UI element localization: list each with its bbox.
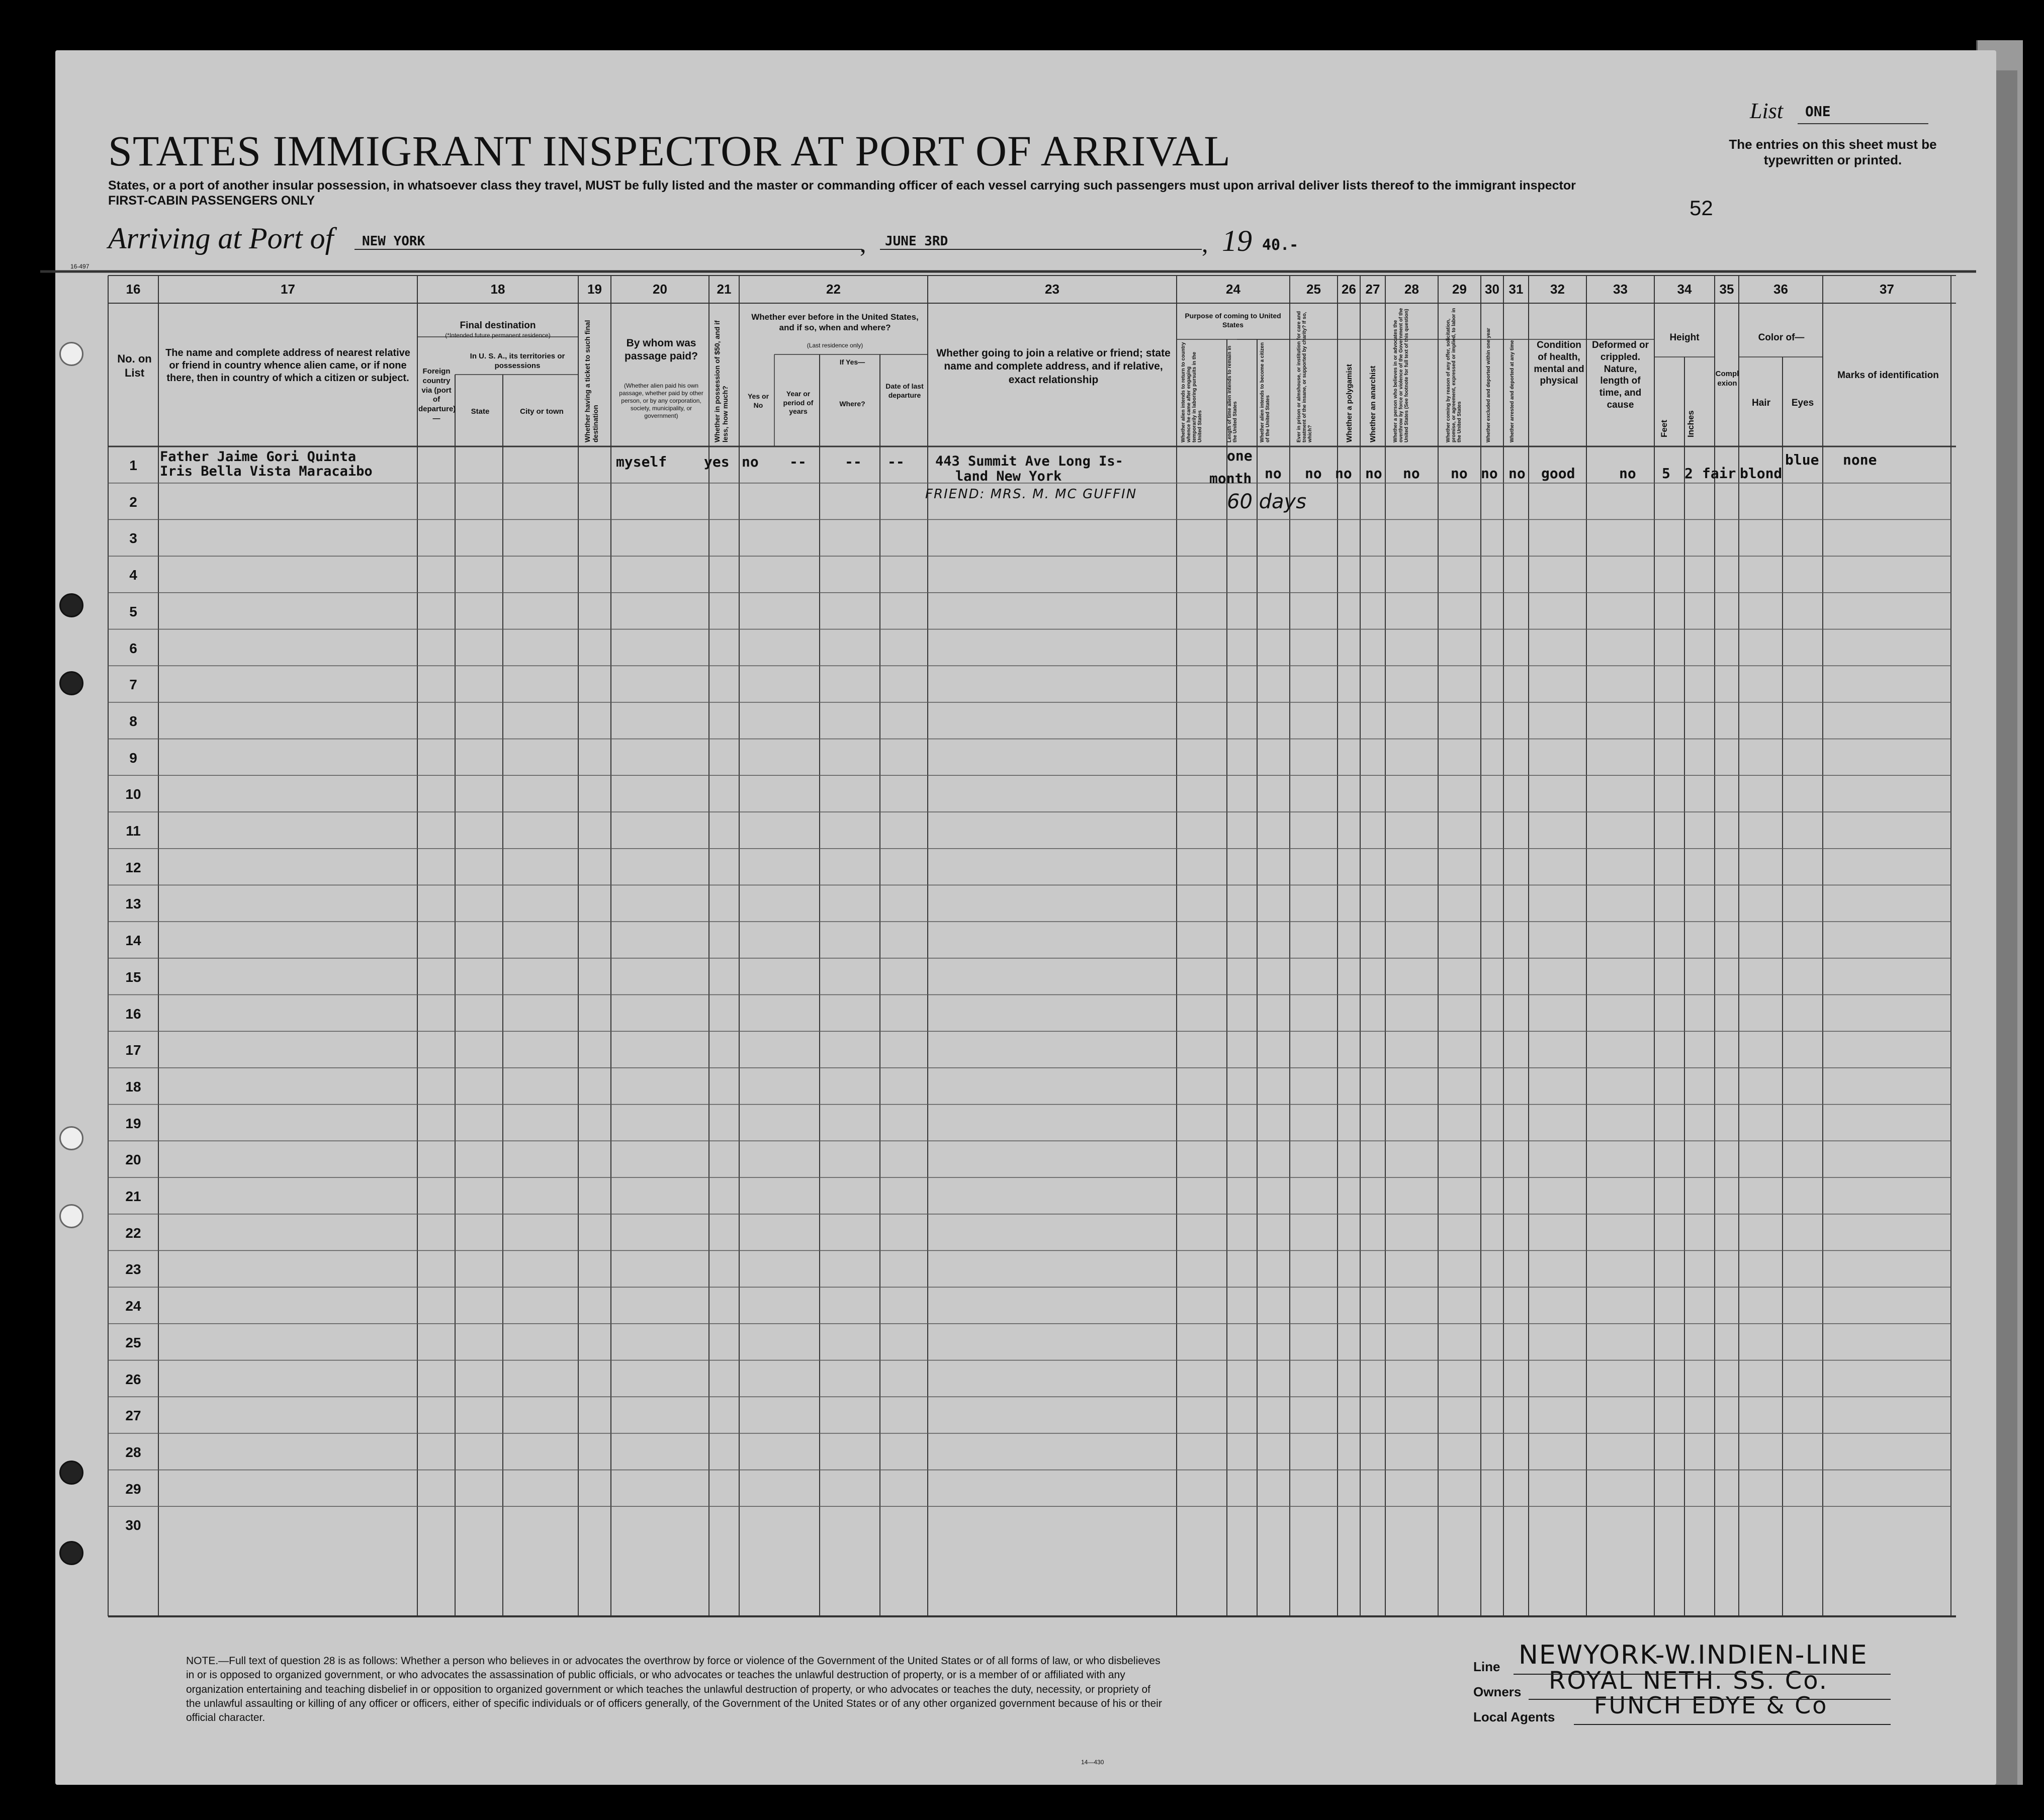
header-passage-paid: By whom was passage paid? xyxy=(625,337,698,362)
column-number: 18 xyxy=(490,282,505,297)
header-departure: Date of last departure xyxy=(885,382,924,399)
column-number: 36 xyxy=(1773,282,1788,297)
row-number: 19 xyxy=(125,1115,141,1131)
header-eyes: Eyes xyxy=(1791,398,1814,408)
entry-health: good xyxy=(1541,465,1575,482)
year-prefix: 19 xyxy=(1222,224,1252,257)
header-offer-labor: Whether coming by reason of any offer, solicitation, promise, or agreement, expressed or implied, to labor in the United States xyxy=(1446,308,1462,442)
comma: , xyxy=(1202,229,1208,257)
column-number: 27 xyxy=(1365,282,1380,297)
instruction-text: States, or a port of another insular possession, in whatsoever class they travel, MUST be fully listed and the master or commanding officer of each vessel carrying such passengers must upon arrival deliver lists thereof to the immigrant inspector xyxy=(108,178,1576,193)
entry-join-line1: 443 Summit Ave Long Is- xyxy=(935,453,1123,469)
row-number: 2 xyxy=(129,494,137,510)
entry-passage-paid: myself xyxy=(616,453,667,470)
column-number: 23 xyxy=(1045,282,1059,297)
row-number: 26 xyxy=(125,1371,141,1387)
entry-citizen: no xyxy=(1265,465,1282,482)
header-city: City or town xyxy=(520,407,564,416)
entry-inches: 2 xyxy=(1684,465,1693,482)
column-number: 20 xyxy=(653,282,667,297)
entry-excluded: no xyxy=(1481,465,1498,482)
row-number: 11 xyxy=(126,823,141,839)
row-number: 17 xyxy=(125,1042,141,1058)
header-before-us: Whether ever before in the United States, and if so, when and where? xyxy=(751,312,919,333)
header-purpose: Purpose of coming to United States xyxy=(1185,312,1281,329)
year-suffix: 40.- xyxy=(1262,236,1299,254)
list-label: List xyxy=(1750,99,1784,123)
header-excluded: Whether excluded and deported within one year xyxy=(1486,328,1491,442)
header-become-citizen: Whether alien intends to become a citizen of the United States xyxy=(1260,342,1271,442)
entry-relative-line2: Iris Bella Vista Maracaibo xyxy=(160,464,373,479)
header-ticket: Whether having a ticket to such final destination xyxy=(583,320,599,442)
entry-anarchist: no xyxy=(1365,465,1382,482)
column-number: 22 xyxy=(826,282,841,297)
entry-departure: -- xyxy=(887,453,905,470)
header-fifty-dollars: Whether in possession of $50, and if less, how much? xyxy=(713,320,729,442)
header-complexion: Complexion xyxy=(1715,370,1739,388)
footnote-question-28: NOTE.—Full text of question 28 is as follows: Whether a person who believes in or advocates the overthrow by force or violence of the Government of the United States or of all forms of law, or who disbelieves in or is opposed to organized government, or who advocates the assassination of public officials, or who advocates or teaches the unlawful destruction of property, or is a member of or affiliated with any organization entertaining and teaching disbelief in or opposition to organized government or which teaches the unlawful destruction of property, or who advocates or teaches the duty, necessity, or propriety of the unlawful assaulting or killing of any officer or officers, either of specific individuals or of officers generally, of the Government of the United States or of any other organized government because of his or their official character. xyxy=(186,1655,1162,1724)
header-inches: Inches xyxy=(1686,410,1696,437)
entry-offer-labor: no xyxy=(1451,465,1468,482)
port-value: NEW YORK xyxy=(362,234,425,249)
row-number: 7 xyxy=(129,677,137,693)
header-color: Color of— xyxy=(1758,332,1805,343)
row-number: 8 xyxy=(129,713,137,729)
owners-label: Owners xyxy=(1473,1684,1522,1699)
first-cabin-note: FIRST-CABIN PASSENGERS ONLY xyxy=(108,194,315,208)
header-polygamist: Whether a polygamist xyxy=(1345,364,1354,442)
column-number: 34 xyxy=(1677,282,1692,297)
date-value: JUNE 3RD xyxy=(885,234,948,249)
entry-where: -- xyxy=(845,453,862,470)
header-deformed: Deformed or crippled. Nature, length of time, and cause xyxy=(1592,340,1649,410)
entry-relative-line1: Father Jaime Gori Quinta xyxy=(160,449,357,465)
entry-deformed: no xyxy=(1619,465,1636,482)
form-number: 14—430 xyxy=(1081,1759,1104,1766)
header-if-yes: If Yes— xyxy=(839,358,865,366)
row-number: 27 xyxy=(125,1408,141,1424)
row-number: 13 xyxy=(125,896,141,912)
header-prison: Ever in prison or almshouse, or institution for care and treatment of the insane, or supported by charity? If so, which? xyxy=(1296,311,1313,442)
row-number: 25 xyxy=(125,1334,141,1350)
row-number: 18 xyxy=(125,1078,141,1095)
header-health: Condition of health, mental and physical xyxy=(1534,340,1584,387)
entry-overthrow: no xyxy=(1403,465,1420,482)
row-number: 1 xyxy=(129,458,137,473)
entry-prison: no xyxy=(1305,465,1322,482)
column-number: 32 xyxy=(1550,282,1565,297)
row-number: 30 xyxy=(125,1517,141,1533)
owners-value: ROYAL NETH. SS. Co. xyxy=(1549,1667,1829,1695)
row-number: 29 xyxy=(125,1481,141,1497)
header-no-on-list: No. on List xyxy=(117,352,152,379)
entry-length-line1: one xyxy=(1227,447,1253,464)
header-foreign-country: Foreign country via (port of departure)— xyxy=(418,367,456,423)
column-number: 17 xyxy=(281,282,295,297)
page-number: 52 xyxy=(1690,196,1713,220)
row-number: 28 xyxy=(125,1444,141,1460)
row-number: 21 xyxy=(125,1189,141,1204)
entry-length-handwritten: 60 days xyxy=(1227,490,1307,513)
header-where: Where? xyxy=(839,400,865,408)
comma: , xyxy=(860,229,866,257)
row-number: 10 xyxy=(125,786,141,802)
column-number: 37 xyxy=(1880,282,1894,297)
column-number: 19 xyxy=(587,282,602,297)
column-number: 30 xyxy=(1485,282,1499,297)
agents-value: FUNCH EDYE & Co xyxy=(1594,1692,1828,1719)
row-number: 14 xyxy=(125,933,141,949)
row-number: 9 xyxy=(129,750,137,766)
header-nearest-relative: The name and complete address of nearest relative or friend in country whence alien came, or if none there, then in country of which a citizen or subject. xyxy=(165,347,410,384)
column-number: 24 xyxy=(1226,282,1240,297)
header-yes-no: Yes or No xyxy=(747,392,769,409)
line-label: Line xyxy=(1473,1659,1500,1674)
header-feet: Feet xyxy=(1659,420,1669,437)
entry-eyes: blue xyxy=(1785,451,1819,468)
entry-join-line2: land New York xyxy=(955,469,1062,484)
column-number: 16 xyxy=(126,282,141,297)
entry-hair: blond xyxy=(1740,465,1783,482)
row-number: 16 xyxy=(125,1006,141,1022)
column-number: 33 xyxy=(1613,282,1628,297)
column-number: 28 xyxy=(1404,282,1419,297)
header-anarchist: Whether an anarchist xyxy=(1369,366,1377,442)
header-before-us-sub: (Last residence only) xyxy=(807,342,863,349)
entry-polygamist: no xyxy=(1335,465,1352,482)
column-number: 29 xyxy=(1452,282,1467,297)
header-height: Height xyxy=(1669,332,1700,343)
row-number: 6 xyxy=(129,640,137,656)
header-usa: In U. S. A., its territories or possessions xyxy=(470,352,565,370)
page-title: STATES IMMIGRANT INSPECTOR AT PORT OF ARRIVAL xyxy=(108,127,1231,175)
agents-label: Local Agents xyxy=(1473,1709,1555,1724)
header-length-of-time: Length of time alien intends to remain in the United States xyxy=(1227,345,1238,442)
entries-note: The entries on this sheet must be typewritten or printed. xyxy=(1729,137,1937,167)
header-overthrow: Whether a person who believes in or advocates the overthrow by force or violence of the Government of the United States (See footnote for full text of this question) xyxy=(1393,308,1409,442)
header-join-relative: Whether going to join a relative or friend; state name and complete address, and if relative, exact relationship xyxy=(936,347,1171,386)
row-number: 22 xyxy=(125,1225,141,1241)
header-passage-paid-sub: (Whether alien paid his own passage, whether paid by other person, or by any corporation, society, municipality, or government) xyxy=(619,382,703,419)
header-marks: Marks of identification xyxy=(1837,370,1939,381)
row-number: 20 xyxy=(125,1152,141,1168)
header-intends-return: Whether alien intends to return to country whence he came after engaging temporarily in laboring pursuits in the United States xyxy=(1181,342,1203,442)
entry-arrested: no xyxy=(1508,465,1526,482)
header-final-destination: Final destination xyxy=(460,320,536,331)
header-state: State xyxy=(471,407,490,416)
entry-length-line2: month xyxy=(1209,470,1252,487)
header-year: Year or period of years xyxy=(783,390,814,415)
entry-join-handwritten: FRIEND: MRS. M. MC GUFFIN xyxy=(925,487,1137,502)
row-number: 24 xyxy=(125,1298,141,1314)
header-final-destination-sub: (*Intended future permanent residence) xyxy=(445,332,551,339)
row-number: 5 xyxy=(129,603,137,619)
row-number: 4 xyxy=(129,567,137,583)
form-code: 16-497 xyxy=(70,263,90,270)
row-number: 23 xyxy=(125,1261,141,1278)
column-number: 26 xyxy=(1342,282,1356,297)
row-number: 12 xyxy=(125,859,141,875)
entry-before-us: no xyxy=(742,453,759,470)
entry-complexion: fair xyxy=(1702,465,1736,482)
line-value: NEWYORK-W.INDIEN-LINE xyxy=(1519,1640,1868,1670)
arriving-label: Arriving at Port of xyxy=(108,222,334,255)
column-number: 25 xyxy=(1306,282,1321,297)
entry-marks: none xyxy=(1843,451,1877,468)
entry-fifty-dollars: yes xyxy=(704,453,730,470)
entry-year: -- xyxy=(789,453,807,470)
row-number: 15 xyxy=(125,969,141,985)
row-number: 3 xyxy=(129,530,137,547)
entry-feet: 5 xyxy=(1662,465,1670,482)
column-number: 35 xyxy=(1719,282,1734,297)
list-value: ONE xyxy=(1805,103,1831,120)
column-number: 31 xyxy=(1508,282,1524,297)
header-arrested: Whether arrested and deported at any time xyxy=(1509,340,1515,442)
column-number: 21 xyxy=(717,282,732,297)
header-hair: Hair xyxy=(1752,398,1770,408)
